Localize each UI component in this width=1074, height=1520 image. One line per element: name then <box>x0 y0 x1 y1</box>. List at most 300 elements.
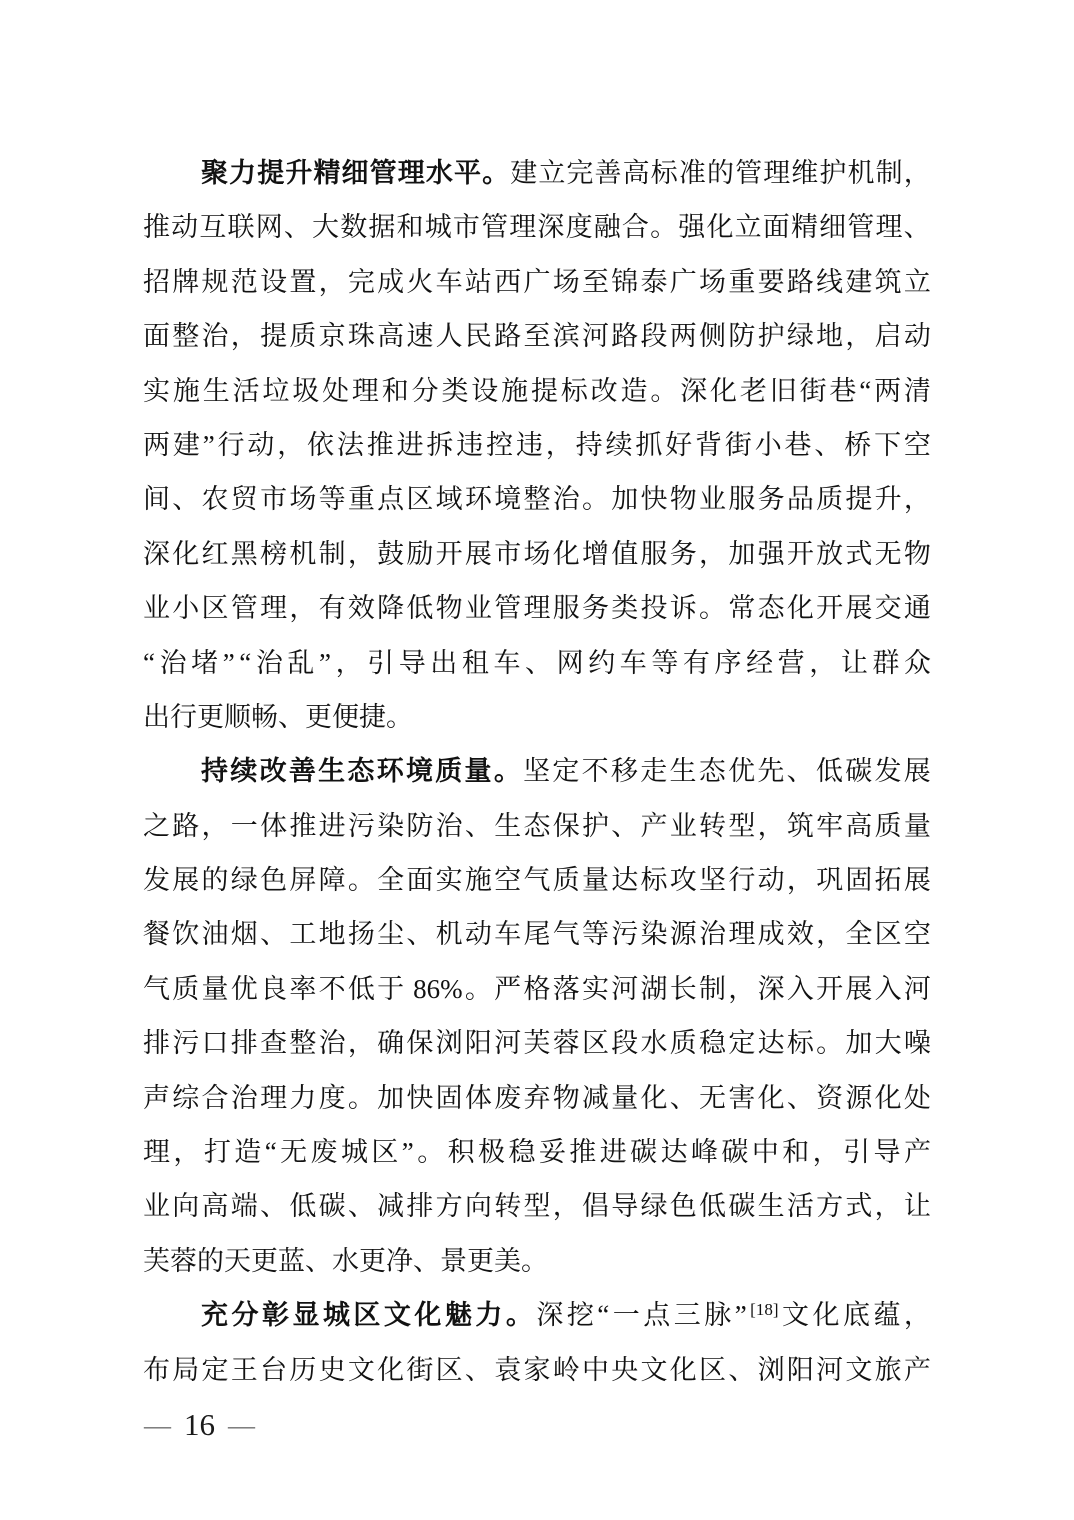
text-char: ， <box>347 538 375 569</box>
text-char: 资 <box>816 1082 844 1113</box>
text-char: 拓 <box>874 865 902 896</box>
text-char: 务 <box>581 593 609 624</box>
text-char: 通 <box>903 593 931 624</box>
text-line <box>143 636 931 690</box>
paragraph-lead-char: 提 <box>257 158 285 188</box>
text-char: 蕴 <box>873 1300 901 1331</box>
text-char: 中 <box>751 1137 779 1168</box>
text-char: 、 <box>814 429 842 460</box>
text-char: 护 <box>757 321 785 352</box>
text-char: 。 <box>347 1082 375 1113</box>
text-char: 常 <box>728 593 756 624</box>
text-char: 综 <box>172 1082 200 1113</box>
paragraph-lead-char: 文 <box>383 1300 411 1331</box>
paragraph-lead-char: 城 <box>322 1300 350 1331</box>
text-char: 制 <box>318 538 346 569</box>
text-char: 文 <box>347 1354 375 1385</box>
text-char: 牌 <box>172 266 200 297</box>
text-char: 行 <box>217 429 245 460</box>
text-char: 化 <box>786 593 814 624</box>
text-char: ， <box>786 865 814 896</box>
text-char: 违 <box>456 429 484 460</box>
text-char: 巷 <box>784 429 812 460</box>
text-char: 坚 <box>523 756 551 787</box>
text-char: ， <box>903 158 931 188</box>
text-char: 大 <box>874 1028 902 1059</box>
text-char: 细 <box>819 212 847 243</box>
text-char: 局 <box>172 1354 200 1385</box>
footer-dash-right: — <box>228 1410 255 1440</box>
text-char: 碳 <box>728 1191 756 1222</box>
text-char: 管 <box>230 593 258 624</box>
text-char: 脉 <box>704 1300 732 1331</box>
text-char: 大 <box>312 212 340 243</box>
paragraph-lead-char: 质 <box>435 756 463 787</box>
text-char: 站 <box>464 266 492 297</box>
text-char: 移 <box>610 756 638 787</box>
text-line <box>143 853 931 907</box>
text-char: 态 <box>698 756 726 787</box>
text-char: 。 <box>650 375 678 406</box>
text-char: 域 <box>435 484 463 515</box>
text-char: 挖 <box>566 1300 594 1331</box>
text-char: 让 <box>840 647 868 678</box>
text-char: 持 <box>575 429 603 460</box>
text-char: 于 <box>377 973 405 1004</box>
text-line <box>143 1125 931 1179</box>
paragraph-lead-char: 续 <box>230 756 258 787</box>
text-char: 化 <box>757 1082 785 1113</box>
text-char: 西 <box>494 266 522 297</box>
paragraph-lead-char: 持 <box>201 756 228 787</box>
paragraph-lead-char: 理 <box>397 158 425 188</box>
text-char: 升 <box>874 484 902 515</box>
text-char: 排 <box>230 1028 258 1059</box>
paragraph-lead-char: 管 <box>369 158 397 188</box>
text-char: 量 <box>611 1082 639 1113</box>
text-char: “ <box>239 647 252 678</box>
text-char: 成 <box>757 919 785 950</box>
text-char: 、 <box>413 1245 440 1276</box>
text-char: 扬 <box>347 919 375 950</box>
text-char: 、 <box>786 756 814 787</box>
paragraph-lead-char: 力 <box>475 1300 503 1331</box>
text-char: 噪 <box>903 1028 931 1059</box>
text-char: 岭 <box>552 1354 580 1385</box>
text-line <box>143 472 931 526</box>
text-char: 低 <box>699 1191 727 1222</box>
text-char: 网 <box>556 647 584 678</box>
text-char: 成 <box>377 266 405 297</box>
text-char: 染 <box>640 919 668 950</box>
text-char: 物 <box>669 484 697 515</box>
text-char: ， <box>347 1028 375 1059</box>
text-char: 效 <box>786 919 814 950</box>
text-char: 低 <box>815 756 843 787</box>
text-char: 气 <box>143 973 170 1004</box>
text-char: 高 <box>201 1191 229 1222</box>
text-char: 捷 <box>359 701 386 732</box>
text-char: ， <box>699 538 727 569</box>
text-char: 增 <box>581 538 609 569</box>
text-char: 区 <box>874 919 902 950</box>
text-char: 推 <box>366 429 394 460</box>
text-char: 推 <box>143 212 170 243</box>
text-char: 无 <box>874 538 902 569</box>
text-char: ， <box>757 810 785 841</box>
text-char: 转 <box>699 810 727 841</box>
text-line <box>143 200 931 254</box>
paragraph-lead-char: 。 <box>482 158 510 188</box>
text-line: 充 分 彰 显 城 区 文 化 魅 力 。 深 挖 “ 一 点 三 脉 ” [18] 文 化 底 蕴 ， <box>143 1288 931 1342</box>
text-char: 色 <box>669 1191 697 1222</box>
text-char: 下 <box>874 429 902 460</box>
text-char: 立 <box>734 212 762 243</box>
text-char: 文 <box>640 1354 668 1385</box>
text-char: 稳 <box>699 1028 727 1059</box>
text-char: 生 <box>202 375 230 406</box>
text-char: 文 <box>845 1354 873 1385</box>
text-char: 理 <box>875 212 903 243</box>
text-char: 蓉 <box>552 1028 580 1059</box>
text-char: 建 <box>510 158 538 188</box>
text-char: 侧 <box>699 321 727 352</box>
text-char: 场 <box>552 266 580 297</box>
text-char: ， <box>545 429 573 460</box>
paragraph-lead-char: 善 <box>288 756 316 787</box>
text-char: 数 <box>340 212 368 243</box>
text-char: 规 <box>201 266 229 297</box>
text-char: ， <box>809 647 837 678</box>
text-char: 行 <box>170 701 197 732</box>
text-char: 导 <box>611 1191 639 1222</box>
text-char: 严 <box>494 973 522 1004</box>
text-char: 面 <box>143 321 170 352</box>
text-char: 导 <box>873 1137 901 1168</box>
text-char: 向 <box>464 1191 492 1222</box>
paragraph-lead-char: 环 <box>376 756 404 787</box>
page-footer <box>144 1403 255 1447</box>
text-char: 街 <box>406 1354 434 1385</box>
text-char: 峰 <box>690 1137 718 1168</box>
text-char: 点 <box>643 1300 671 1331</box>
text-char: 、 <box>305 1245 332 1276</box>
text-char: 农 <box>201 484 229 515</box>
text-char: 业 <box>669 810 697 841</box>
text-char: 动 <box>247 429 275 460</box>
text-char: 行 <box>728 865 756 896</box>
text-char: 治 <box>159 647 187 678</box>
text-char: 背 <box>695 429 723 460</box>
text-char: 城 <box>340 1137 368 1168</box>
text-char: 废 <box>494 1082 522 1113</box>
text-char: 深 <box>537 212 565 243</box>
text-char: 源 <box>845 1082 873 1113</box>
text-char: 美 <box>494 1245 521 1276</box>
paragraph-lead-char: 精 <box>313 158 341 188</box>
text-char: 营 <box>777 647 805 678</box>
text-char: 。 <box>521 1245 548 1276</box>
text-char: 不 <box>581 756 609 787</box>
text-char: 质 <box>289 321 317 352</box>
text-line <box>143 962 931 1016</box>
text-line <box>143 255 931 309</box>
text-char: 声 <box>143 1082 170 1113</box>
text-char: 建 <box>172 429 200 460</box>
text-char: 城 <box>424 212 452 243</box>
text-char: 经 <box>746 647 774 678</box>
text-char: 质 <box>669 1028 697 1059</box>
text-char: 市 <box>494 538 522 569</box>
text-char: 格 <box>523 973 551 1004</box>
text-char: 招 <box>143 266 170 297</box>
text-char: 、 <box>728 1354 756 1385</box>
text-char: “ <box>859 375 872 406</box>
text-char: ， <box>289 593 317 624</box>
text-char: 确 <box>377 1028 405 1059</box>
text-char: 速 <box>406 321 434 352</box>
text-char: 抓 <box>635 429 663 460</box>
text-char: 化 <box>552 538 580 569</box>
text-char: 天 <box>224 1245 251 1276</box>
text-line <box>143 1016 931 1070</box>
text-char: 畅 <box>251 701 278 732</box>
text-char: 、 <box>464 1354 492 1385</box>
text-line <box>143 1179 931 1233</box>
text-char: 保 <box>406 1028 434 1059</box>
text-char: 景 <box>440 1245 467 1276</box>
paragraph-lead-char: 。 <box>493 756 521 787</box>
paragraph-cultural-charm <box>143 1288 931 1397</box>
text-char: 落 <box>552 973 580 1004</box>
text-char: 化 <box>640 1082 668 1113</box>
text-char: 场 <box>523 538 551 569</box>
text-char: 标 <box>560 375 588 406</box>
text-char: 等 <box>581 919 609 950</box>
text-char: 重 <box>347 484 375 515</box>
text-char: 范 <box>230 266 258 297</box>
text-char: 。 <box>347 865 375 896</box>
text-char: 快 <box>640 484 668 515</box>
text-char: 防 <box>728 321 756 352</box>
text-char: 稳 <box>508 1137 536 1168</box>
text-char: 之 <box>143 810 170 841</box>
text-char: 阳 <box>786 1354 814 1385</box>
text-char: 质 <box>816 484 844 515</box>
text-char: 合 <box>201 1082 229 1113</box>
text-char: ” <box>319 647 331 678</box>
text-char: 产 <box>903 1354 931 1385</box>
text-char: 倡 <box>581 1191 609 1222</box>
text-char: 市 <box>260 484 288 515</box>
text-char: 广 <box>523 266 551 297</box>
text-char: 重 <box>728 266 756 297</box>
text-char: 走 <box>640 756 668 787</box>
text-char: 文 <box>781 1300 809 1331</box>
text-char: ， <box>903 484 931 515</box>
text-char: 加 <box>377 1082 405 1113</box>
text-char: 护 <box>581 810 609 841</box>
text-char: 施 <box>172 375 200 406</box>
text-char: 地 <box>816 321 844 352</box>
text-char: 净 <box>386 1245 413 1276</box>
text-char: 管 <box>847 212 875 243</box>
text-char: 碳 <box>318 1191 346 1222</box>
text-char: 优 <box>230 973 258 1004</box>
text-char: 、 <box>406 919 434 950</box>
text-char: 。 <box>699 593 727 624</box>
text-char: ， <box>874 1191 902 1222</box>
text-char: 小 <box>754 429 782 460</box>
text-char: 污 <box>347 810 375 841</box>
text-char: 善 <box>594 158 622 188</box>
text-char: 、 <box>903 212 931 243</box>
text-char: 产 <box>640 810 668 841</box>
text-char: 和 <box>782 1137 810 1168</box>
text-char: 固 <box>435 1082 463 1113</box>
text-char: 式 <box>845 538 873 569</box>
text-char: 效 <box>347 593 375 624</box>
text-char: 饮 <box>172 919 200 950</box>
text-char: 滨 <box>552 321 580 352</box>
text-char: 降 <box>377 593 405 624</box>
text-char: 京 <box>318 321 346 352</box>
text-char: 态 <box>523 810 551 841</box>
text-line <box>143 309 931 363</box>
text-char: 立 <box>538 158 566 188</box>
text-char: 量 <box>201 973 229 1004</box>
text-line <box>143 1343 931 1397</box>
paragraph-lead-char: 量 <box>464 756 492 787</box>
text-char: 快 <box>406 1082 434 1113</box>
text-char: 展 <box>845 593 873 624</box>
paragraph-ecological-environment <box>143 744 931 1288</box>
text-char: 管 <box>494 593 522 624</box>
text-char: 空 <box>903 919 931 950</box>
text-char: 车 <box>494 919 522 950</box>
text-char: 体 <box>260 810 288 841</box>
text-char: 体 <box>464 1082 492 1113</box>
text-char: 减 <box>377 1191 405 1222</box>
text-char: 造 <box>234 1137 262 1168</box>
text-char: 低 <box>289 1191 317 1222</box>
text-char: 区 <box>699 1354 727 1385</box>
text-char: 生 <box>757 1191 785 1222</box>
text-char: ， <box>318 266 346 297</box>
text-char: 投 <box>640 593 668 624</box>
text-char: 进 <box>599 1137 627 1168</box>
text-char: 碳 <box>630 1137 658 1168</box>
text-char: 量 <box>903 810 931 841</box>
text-char: 开 <box>435 538 463 569</box>
text-char: 车 <box>435 266 463 297</box>
text-char: 制 <box>875 158 903 188</box>
text-char: 化 <box>669 1354 697 1385</box>
text-char: 深 <box>680 375 708 406</box>
text-char: 两 <box>874 375 902 406</box>
text-char: 河 <box>903 973 931 1004</box>
paragraph-lead-char: 水 <box>425 158 453 188</box>
text-line <box>143 581 931 635</box>
text-char: 服 <box>728 484 756 515</box>
text-char: 芙 <box>143 1245 170 1276</box>
text-char: 业 <box>699 484 727 515</box>
text-char: 高 <box>845 810 873 841</box>
text-char: 路 <box>494 321 522 352</box>
text-char: 气 <box>552 919 580 950</box>
text-char: 精 <box>790 212 818 243</box>
text-char: 筑 <box>874 266 902 297</box>
text-char: 防 <box>406 810 434 841</box>
text-char: 深 <box>143 538 170 569</box>
text-char: 有 <box>682 647 710 678</box>
text-char: 民 <box>464 321 492 352</box>
text-char: 理 <box>260 593 288 624</box>
text-char: 。 <box>650 212 678 243</box>
text-char: ” <box>222 647 235 678</box>
text-char: 好 <box>665 429 693 460</box>
text-char: 率 <box>289 973 317 1004</box>
text-char: 类 <box>611 593 639 624</box>
text-char: 两 <box>669 321 697 352</box>
text-char: ， <box>230 321 258 352</box>
text-char: 清 <box>903 375 931 406</box>
text-char: 先 <box>757 756 785 787</box>
text-char: 方 <box>435 1191 463 1222</box>
text-char: 妥 <box>538 1137 566 1168</box>
text-char: 地 <box>318 919 346 950</box>
text-char: 的 <box>706 158 734 188</box>
paragraph-lead-char: 细 <box>341 158 369 188</box>
text-char: 理 <box>260 1082 288 1113</box>
paragraph-lead-char: 境 <box>405 756 433 787</box>
text-char: 史 <box>318 1354 346 1385</box>
text-char: 色 <box>260 865 288 896</box>
text-char: 要 <box>757 266 785 297</box>
text-char: 害 <box>728 1082 756 1113</box>
text-char: 底 <box>842 1300 870 1331</box>
text-char: 提 <box>845 484 873 515</box>
text-char: 生 <box>494 810 522 841</box>
text-char: ， <box>728 973 756 1004</box>
text-char: 类 <box>441 375 469 406</box>
text-char: 保 <box>552 810 580 841</box>
text-char: 强 <box>757 538 785 569</box>
text-char: 86% <box>406 973 463 1004</box>
text-char: ， <box>277 429 305 460</box>
text-char: 全 <box>377 865 405 896</box>
text-line <box>143 146 931 200</box>
text-char: 的 <box>201 865 229 896</box>
text-char: 式 <box>845 1191 873 1222</box>
text-line <box>143 364 931 418</box>
text-char: 街 <box>724 429 752 460</box>
text-char: 河 <box>816 1354 844 1385</box>
text-char: 、 <box>260 919 288 950</box>
text-char: 定 <box>201 1354 229 1385</box>
text-char: 绿 <box>230 865 258 896</box>
text-char: 源 <box>669 919 697 950</box>
text-char: 展 <box>464 538 492 569</box>
text-char: 更 <box>359 1245 386 1276</box>
text-char: 更 <box>467 1245 494 1276</box>
text-char: 治 <box>230 1082 258 1113</box>
text-char: 活 <box>786 1191 814 1222</box>
text-char: “ <box>597 1300 610 1331</box>
paragraph-lead-char: 升 <box>285 158 313 188</box>
text-char: 发 <box>874 756 902 787</box>
text-char: 型 <box>728 810 756 841</box>
